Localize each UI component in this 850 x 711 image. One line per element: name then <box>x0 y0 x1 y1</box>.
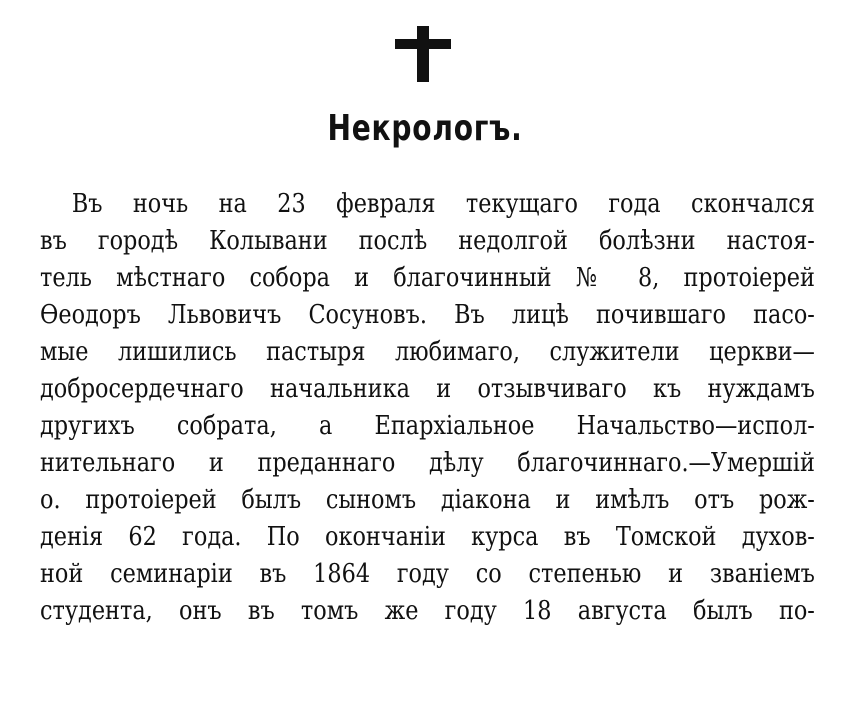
text-line: добросердечнаго начальника и отзывчиваго къ нуждамъ <box>40 374 815 404</box>
page-title: Некрологъ. <box>327 108 523 149</box>
text-line: студента, онъ въ томъ же году 18 августа былъ по- <box>40 596 815 626</box>
text-line: денія 62 года. По окончаніи курса въ Томской духов- <box>40 522 815 552</box>
latin-cross-icon <box>395 26 451 82</box>
text-line: Въ ночь на 23 февраля текущаго года скончался <box>71 189 815 219</box>
text-line: тель мѣстнаго собора и благочинный № 8, протоіерей <box>40 263 815 293</box>
text-line: въ городѣ Колывани послѣ недолгой болѣзни настоя- <box>40 226 815 256</box>
text-line: другихъ собрата, а Епархіальное Начальство—испол- <box>40 411 815 441</box>
text-line: ной семинаріи въ 1864 году со степенью и званіемъ <box>40 559 815 589</box>
text-line: нительнаго и преданнаго дѣлу благочиннаго.—Умершій <box>40 448 815 478</box>
article-body <box>40 186 815 630</box>
text-line: Ѳеодоръ Львовичъ Сосуновъ. Въ лицѣ почившаго пасо- <box>40 300 815 330</box>
text-line: мые лишились пастыря любимаго, служители церкви— <box>40 337 815 367</box>
text-line: о. протоіерей былъ сыномъ діакона и имѣлъ отъ рож- <box>40 485 815 515</box>
